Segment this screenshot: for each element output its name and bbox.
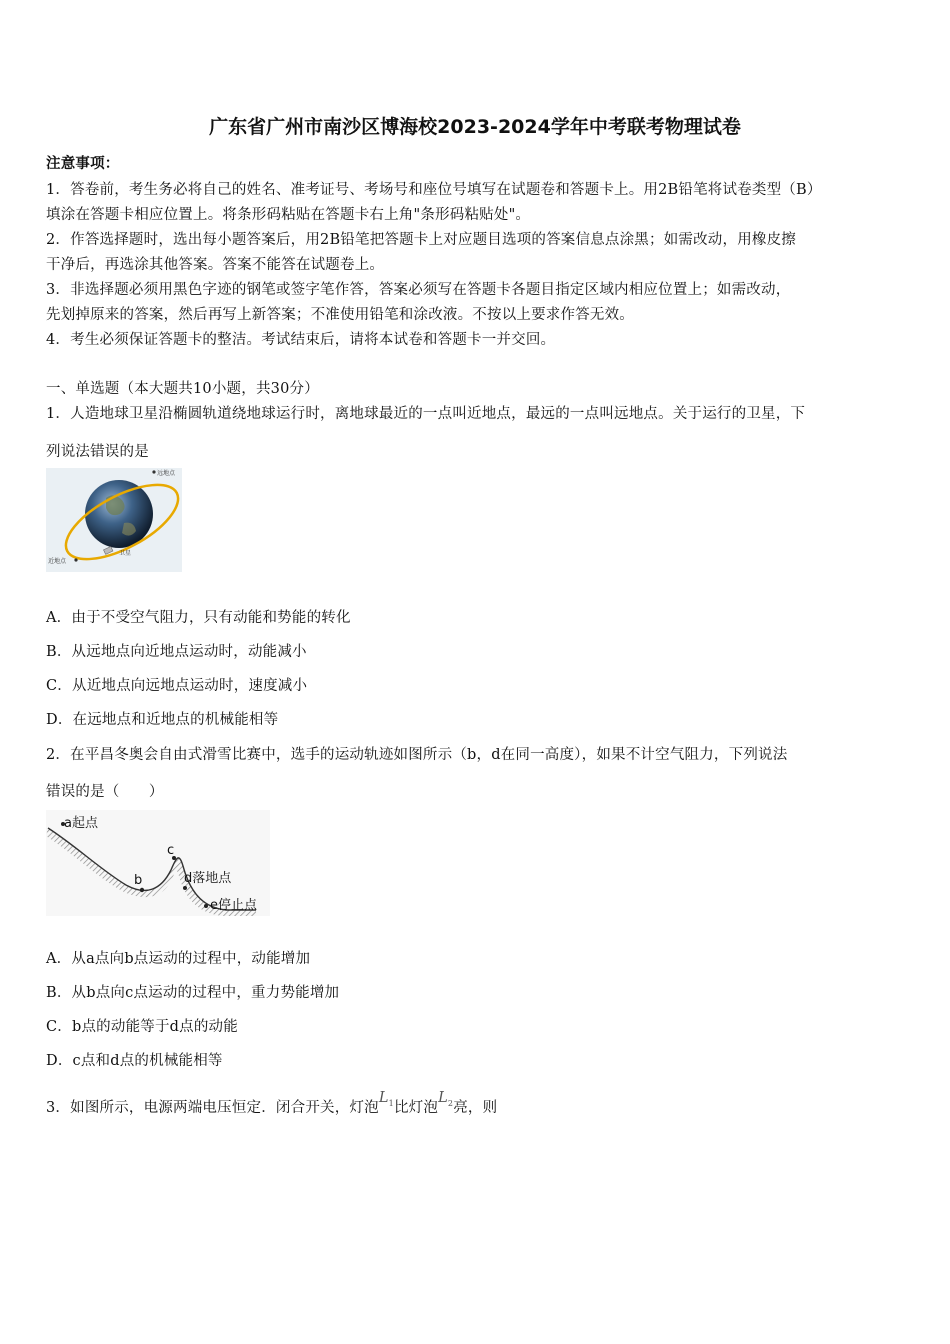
symbol-l1-letter: L [378, 1090, 389, 1106]
ski-trajectory-figure [46, 810, 270, 916]
point-b [140, 888, 144, 892]
q1-stem-cont: 列说法错误的是 [46, 444, 149, 460]
q1-option-c: C．从近地点向远地点运动时，速度减小 [46, 678, 308, 694]
q3-suffix: 亮，则 [453, 1100, 498, 1116]
q1-stem: 1．人造地球卫星沿椭圆轨道绕地球运行时，离地球最近的一点叫近地点，最远的一点叫远地点。关于运行的卫星，下 [46, 406, 806, 422]
notice-line: 3．非选择题必须用黑色字迹的钢笔或签字笔作答，答案必须写在答题卡各题目指定区域内相应位置上；如需改动， [46, 282, 791, 298]
q1-option-a: A．由于不受空气阻力，只有动能和势能的转化 [46, 610, 351, 626]
label-d: d落地点 [184, 871, 232, 886]
notice-line: 填涂在答题卡相应位置上。将条形码粘贴在答题卡右上角"条形码粘贴处"。 [46, 207, 531, 223]
label-e: e停止点 [210, 898, 257, 913]
q2-option-c: C．b点的动能等于d点的动能 [46, 1019, 238, 1035]
label-a: a起点 [64, 816, 98, 831]
q1-option-d: D．在远地点和近地点的机械能相等 [46, 712, 279, 728]
satellite-orbit-figure [46, 468, 182, 572]
q3-prefix: 3．如图所示，电源两端电压恒定．闭合开关，灯泡 [46, 1100, 379, 1116]
q2-stem-cont: 错误的是（ ） [46, 784, 164, 800]
section-heading: 一、单选题（本大题共10小题，共30分） [46, 381, 319, 397]
q2-option-b: B．从b点向c点运动的过程中，重力势能增加 [46, 985, 340, 1001]
symbol-l2 [438, 1090, 453, 1106]
symbol-l1-sub: 1 [388, 1098, 394, 1108]
q2-stem: 2．在平昌冬奥会自由式滑雪比赛中，选手的运动轨迹如图所示（b，d在同一高度），如果不计空气阻力，下列说法 [46, 747, 788, 763]
q3-middle: 比灯泡 [393, 1100, 439, 1116]
notice-line: 1．答卷前，考生务必将自己的姓名、准考证号、考场号和座位号填写在试题卷和答题卡上。用2B铅笔将试卷类型（B） [46, 182, 822, 198]
label-c: c [167, 843, 175, 858]
notice-line: 2．作答选择题时，选出每小题答案后，用2B铅笔把答题卡上对应题目选项的答案信息点涂黑；如需改动，用橡皮擦 [46, 232, 797, 248]
far-point-dot [152, 470, 155, 473]
symbol-l1 [379, 1090, 394, 1106]
notice-line: 4．考生必须保证答题卡的整洁。考试结束后，请将本试卷和答题卡一并交回。 [46, 332, 556, 348]
page-title: 广东省广州市南沙区博海校2023-2024学年中考联考物理试卷 [209, 116, 741, 138]
symbol-l2-sub: 2 [447, 1098, 454, 1108]
point-e [204, 904, 208, 908]
label-b: b [134, 873, 143, 888]
point-d [183, 886, 187, 890]
q2-option-d: D．c点和d点的机械能相等 [46, 1053, 223, 1069]
notice-line: 干净后，再选涂其他答案。答案不能答在试题卷上。 [46, 257, 385, 273]
q3-stem [46, 1090, 498, 1118]
symbol-l2-letter: L [438, 1090, 448, 1106]
q2-option-a: A．从a点向b点运动的过程中，动能增加 [46, 951, 311, 967]
q1-option-b: B．从远地点向近地点运动时，动能减小 [46, 644, 307, 660]
far-point-label: 远地点 [157, 470, 176, 477]
notice-line: 先划掉原来的答案，然后再写上新答案；不准使用铅笔和涂改液。不按以上要求作答无效。 [46, 307, 634, 323]
satellite-label: 卫星 [119, 550, 132, 557]
near-point-dot [74, 558, 77, 561]
notice-heading: 注意事项： [46, 155, 120, 172]
near-point-label: 近地点 [48, 558, 67, 565]
